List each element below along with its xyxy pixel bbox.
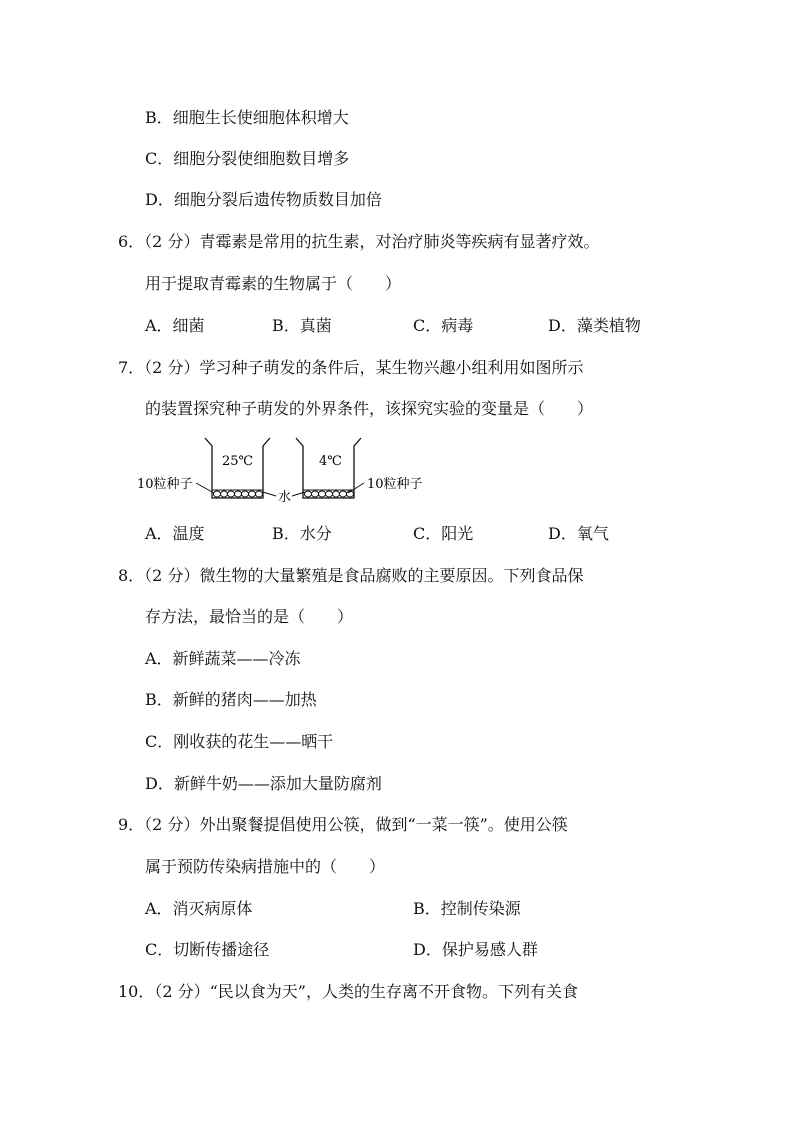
- right-beaker-temp: 4℃: [319, 454, 342, 469]
- right-seed-label: 10粒种子: [367, 477, 423, 492]
- q9-option-a: A．消灭病原体: [145, 899, 253, 918]
- q5-option-c: C．细胞分裂使细胞数目增多: [145, 149, 350, 168]
- q8-option-c: C．刚收获的花生——晒干: [145, 732, 334, 751]
- seed-germination-figure: [0, 432, 794, 512]
- q6-option-c: C．病毒: [413, 316, 474, 335]
- q7-option-c: C．阳光: [413, 524, 474, 543]
- right-beaker: [296, 438, 361, 498]
- q7-option-b: B．水分: [272, 524, 332, 543]
- q9-option-b: B．控制传染源: [413, 899, 521, 918]
- q9-option-d: D．保护易感人群: [413, 940, 538, 959]
- q6-option-b: B．真菌: [272, 316, 332, 335]
- q8-option-d: D．新鲜牛奶——添加大量防腐剂: [145, 774, 382, 793]
- left-beaker-temp: 25℃: [222, 454, 254, 469]
- q7-stem-line1: 7．（2 分）学习种子萌发的条件后，某生物兴趣小组利用如图所示: [118, 358, 584, 377]
- q6-stem-line1: 6．（2 分）青霉素是常用的抗生素，对治疗肺炎等疾病有显著疗效。: [118, 232, 600, 251]
- q7-option-d: D．氧气: [548, 524, 609, 543]
- q8-option-b: B．新鲜的猪肉——加热: [145, 690, 317, 709]
- water-label: 水: [278, 490, 292, 505]
- q9-stem-line2: 属于预防传染病措施中的（ ）: [145, 857, 386, 876]
- q7-option-a: A．温度: [145, 524, 205, 543]
- left-seed-label: 10粒种子: [137, 477, 193, 492]
- q10-stem-line1: 10．（2 分）“民以食为天”，人类的生存离不开食物。下列有关食: [118, 982, 578, 1001]
- q8-option-a: A．新鲜蔬菜——冷冻: [145, 649, 301, 668]
- q8-stem-line1: 8．（2 分）微生物的大量繁殖是食品腐败的主要原因。下列食品保: [118, 566, 584, 585]
- q6-stem-line2: 用于提取青霉素的生物属于（ ）: [145, 274, 402, 293]
- q9-stem-line1: 9．（2 分）外出聚餐提倡使用公筷，做到“一菜一筷”。使用公筷: [118, 815, 568, 834]
- q6-option-a: A．细菌: [145, 316, 205, 335]
- q9-option-c: C．切断传播途径: [145, 940, 270, 959]
- q5-option-b: B．细胞生长使细胞体积增大: [145, 108, 349, 127]
- q7-stem-line2: 的装置探究种子萌发的外界条件，该探究实验的变量是（ ）: [145, 399, 594, 418]
- left-beaker: [205, 438, 270, 498]
- q5-option-d: D．细胞分裂后遗传物质数目加倍: [145, 190, 382, 209]
- q8-stem-line2: 存方法，最恰当的是（ ）: [145, 607, 354, 626]
- q6-option-d: D．藻类植物: [548, 316, 641, 335]
